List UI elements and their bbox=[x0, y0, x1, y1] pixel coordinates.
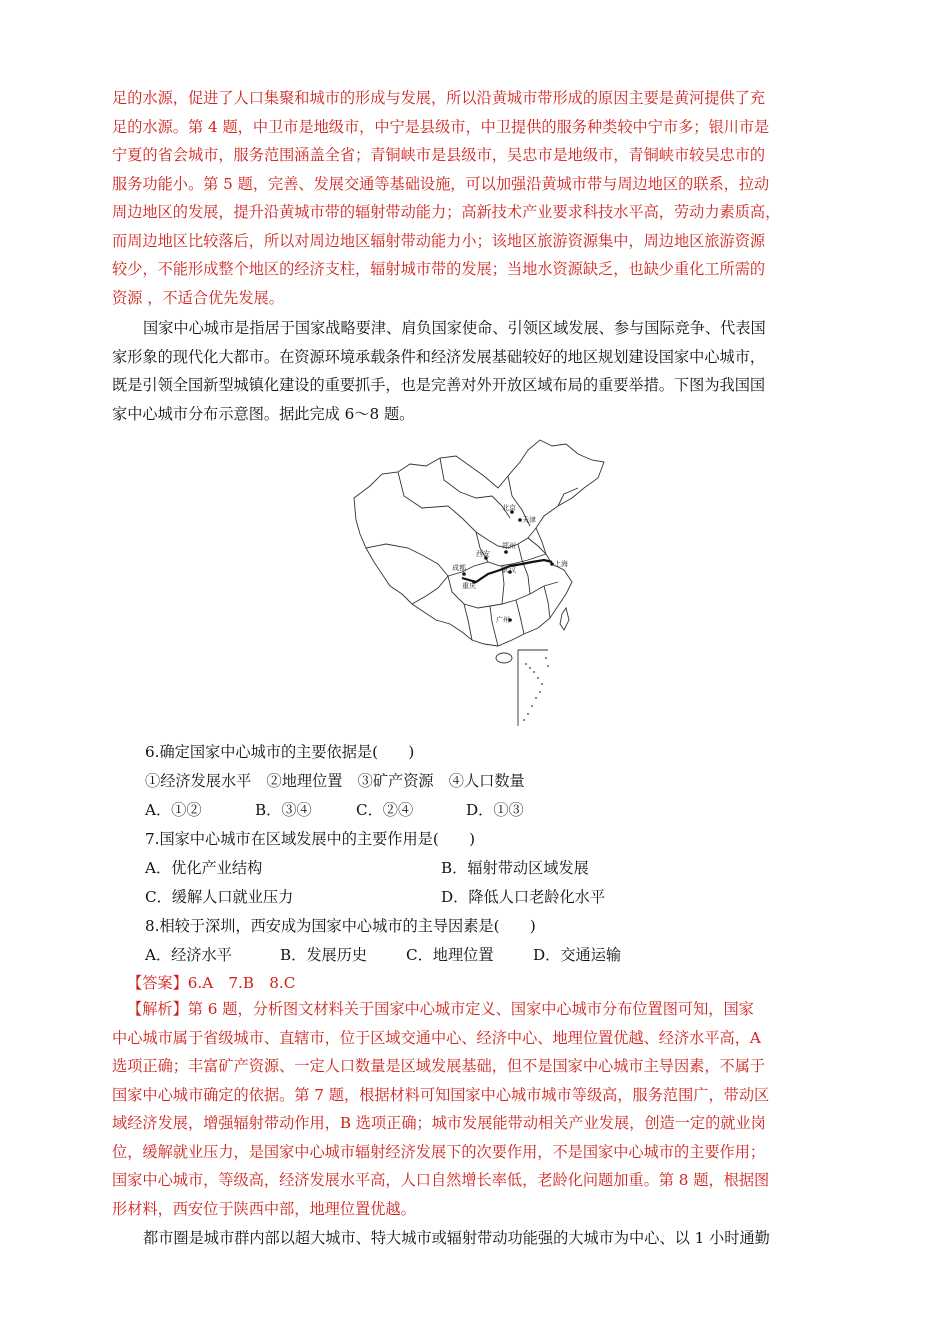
question-7-option-d: D．降低人口老龄化水平 bbox=[441, 888, 606, 906]
text-line: 选项正确；丰富矿产资源、一定人口数量是区域发展基础，但不是国家中心城市主导因素，不属于 bbox=[112, 1057, 766, 1075]
answer-line bbox=[127, 972, 295, 993]
text-line: 而周边地区比较落后，所以对周边地区辐射带动能力小；该地区旅游资源集中，周边地区旅游资源 bbox=[112, 231, 766, 250]
analysis-paragraph bbox=[112, 995, 840, 1223]
question-7-option-c: C．缓解人口就业压力 bbox=[145, 888, 294, 906]
text-line: 宁夏的省会城市，服务范围涵盖全省；青铜峡市是县级市，吴忠市是地级市，青铜峡市较吴忠市的 bbox=[112, 146, 766, 164]
text-line: 国家中心城市，等级高，经济发展水平高，人口自然增长率低，老龄化问题加重。第 8 题，根据图 bbox=[112, 1171, 770, 1189]
question-8-option-b: B．发展历史 bbox=[280, 946, 368, 964]
question-6-stem: 6.确定国家中心城市的主要依据是( ) bbox=[145, 743, 415, 761]
question-8-option-c: C．地理位置 bbox=[406, 946, 494, 964]
question-6-option-b: B．③④ bbox=[255, 801, 312, 819]
city-label-xian: 西安 bbox=[476, 550, 490, 558]
question-6-option-d: D．①③ bbox=[466, 801, 524, 819]
question-7-option-a: A．优化产业结构 bbox=[145, 859, 263, 877]
text-line bbox=[112, 995, 840, 1024]
text-line: 都市圈是城市群内部以超大城市、特大城市或辐射带动功能强的大城市为中心、以 1 小时通勤 bbox=[143, 1229, 770, 1247]
china-national-central-cities-map bbox=[352, 436, 612, 730]
question-6-option-c: C．②④ bbox=[356, 801, 414, 819]
city-label-chongqing: 重庆 bbox=[462, 582, 476, 590]
text-line: 既是引领全国新型城镇化建设的重要抓手，也是完善对外开放区域布局的重要举措。下图为我国国 bbox=[112, 376, 766, 394]
answer-text: 6.A 7.B 8.C bbox=[187, 974, 296, 992]
text-line: 国家中心城市是指居于国家战略要津、肩负国家使命、引领区域发展、参与国际竞争、代表国 bbox=[143, 319, 766, 337]
city-marker bbox=[462, 572, 466, 576]
city-label-tianjin: 天津 bbox=[522, 516, 536, 524]
text-line: 足的水源。第 4 题，中卫市是地级市，中宁是县级市，中卫提供的服务种类较中宁市多；银川市是 bbox=[112, 117, 770, 136]
text-line: 资源 ，不适合优先发展。 bbox=[112, 288, 284, 307]
city-label-chengdu: 成都 bbox=[452, 564, 466, 572]
analysis-label: 【解析】 bbox=[127, 1000, 188, 1018]
city-label-wuhan: 武汉 bbox=[502, 566, 516, 574]
question-7-stem: 7.国家中心城市在区域发展中的主要作用是( ) bbox=[145, 830, 476, 848]
text-line: 家中心城市分布示意图。据此完成 6～8 题。 bbox=[112, 404, 415, 423]
previous-analysis-paragraph bbox=[112, 84, 840, 312]
question-8-option-a: A．经济水平 bbox=[145, 946, 232, 964]
text-line: 中心城市属于省级城市、直辖市，位于区域交通中心、经济中心、地理位置优越、经济水平高，A bbox=[112, 1028, 761, 1047]
text-line: 形材料，西安位于陕西中部，地理位置优越。 bbox=[112, 1199, 416, 1218]
city-label-guangzhou: 广州 bbox=[496, 616, 510, 624]
question-6-option-a: A．①② bbox=[145, 801, 202, 819]
text-line: 足的水源，促进了人口集聚和城市的形成与发展，所以沿黄城市带形成的原因主要是黄河提供了充 bbox=[112, 89, 766, 107]
analysis-text: 第 6 题，分析图文材料关于国家中心城市定义、国家中心城市分布位置图可知，国家 bbox=[187, 1000, 754, 1018]
question-8-option-d: D．交通运输 bbox=[533, 946, 622, 964]
text-line: 域经济发展，增强辐射带动作用，B 选项正确；城市发展能带动相关产业发展，创造一定的就业岗 bbox=[112, 1114, 766, 1132]
answer-label: 【答案】 bbox=[127, 974, 188, 992]
question-8-stem: 8.相较于深圳，西安成为国家中心城市的主导因素是( ) bbox=[145, 917, 536, 935]
question-6-items: ①经济发展水平 ②地理位置 ③矿产资源 ④人口数量 bbox=[145, 772, 525, 790]
text-line: 国家中心城市确定的依据。第 7 题，根据材料可知国家中心城市城市等级高，服务范围广，带动区 bbox=[112, 1085, 770, 1104]
text-line: 服务功能小。第 5 题，完善、发展交通等基础设施，可以加强沿黄城市带与周边地区的联系，拉动 bbox=[112, 174, 770, 193]
text-line: 周边地区的发展，提升沿黄城市带的辐射带动能力；高新技术产业要求科技水平高，劳动力素质高， bbox=[112, 203, 781, 221]
text-line: 家形象的现代化大都市。在资源环境承载条件和经济发展基础较好的地区规划建设国家中心城市， bbox=[112, 347, 766, 366]
metropolitan-paragraph bbox=[112, 1224, 840, 1253]
intro-paragraph bbox=[112, 314, 840, 428]
text-line: 位，缓解就业压力，是国家中心城市辐射经济发展下的次要作用，不是国家中心城市的主要作用； bbox=[112, 1142, 766, 1161]
map-figure bbox=[352, 436, 612, 730]
city-label-shanghai: 上海 bbox=[554, 560, 568, 568]
text-line: 较少，不能形成整个地区的经济支柱，辐射城市带的发展；当地水资源缺乏，也缺少重化工所需的 bbox=[112, 260, 766, 278]
question-7-option-b: B．辐射带动区域发展 bbox=[441, 859, 589, 877]
city-label-beijing: 北京 bbox=[502, 504, 516, 512]
city-marker bbox=[504, 550, 508, 554]
city-label-zhengzhou: 郑州 bbox=[502, 542, 516, 550]
